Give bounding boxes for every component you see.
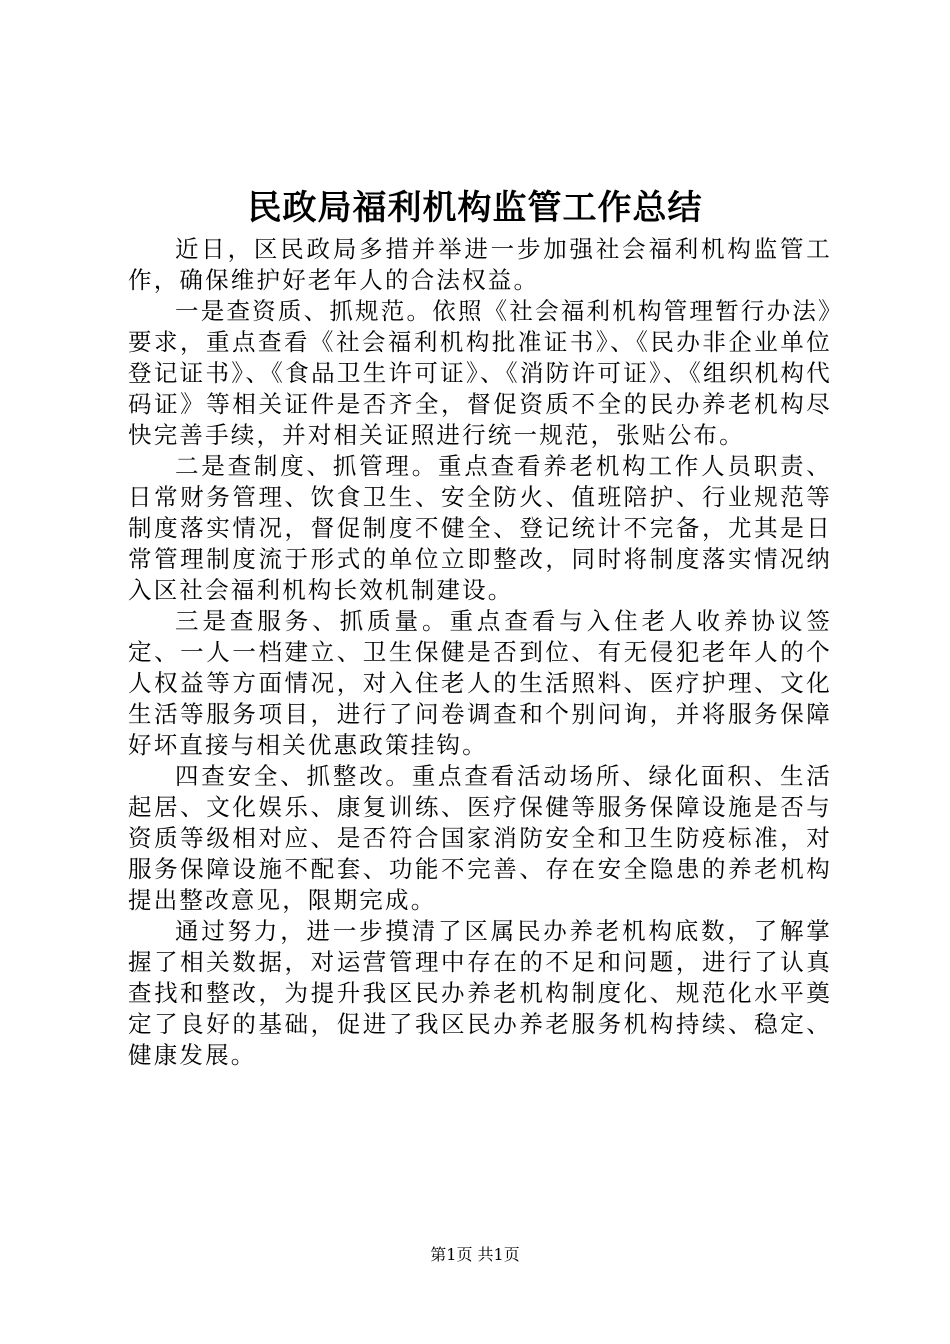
paragraph-intro: 近日，区民政局多措并举进一步加强社会福利机构监管工作，确保维护好老年人的合法权益。 [128, 235, 832, 294]
paragraph-qualification: 一是查资质、抓规范。依照《社会福利机构管理暂行办法》要求，重点查看《社会福利机构批准证书》、《民办非企业单位登记证书》、《食品卫生许可证》、《消防许可证》、《组织机构代码证》等相关证件是否齐全，督促资质不全的民办养老机构尽快完善手续，并对相关证照进行统一规范，张贴公布。 [128, 297, 832, 449]
page-footer: 第1页 共1页 [430, 1245, 520, 1264]
paragraph-service: 三是查服务、抓质量。重点查看与入住老人收养协议签定、一人一档建立、卫生保健是否到位、有无侵犯老年人的个人权益等方面情况，对入住老人的生活照料、医疗护理、文化生活等服务项目，进行了问卷调查和个别问询，并将服务保障好坏直接与相关优惠政策挂钩。 [128, 607, 832, 759]
document-body [128, 234, 832, 1071]
paragraph-management: 二是查制度、抓管理。重点查看养老机构工作人员职责、日常财务管理、饮食卫生、安全防火、值班陪护、行业规范等制度落实情况，督促制度不健全、登记统计不完备，尤其是日常管理制度流于形式的单位立即整改，同时将制度落实情况纳入区社会福利机构长效机制建设。 [128, 452, 832, 604]
document-title: 民政局福利机构监管工作总结 [247, 188, 703, 228]
paragraph-conclusion: 通过努力，进一步摸清了区属民办养老机构底数，了解掌握了相关数据，对运营管理中存在的不足和问题，进行了认真查找和整改，为提升我区民办养老机构制度化、规范化水平奠定了良好的基础，促进了我区民办养老服务机构持续、稳定、健康发展。 [128, 917, 832, 1069]
paragraph-safety: 四查安全、抓整改。重点查看活动场所、绿化面积、生活起居、文化娱乐、康复训练、医疗保健等服务保障设施是否与资质等级相对应、是否符合国家消防安全和卫生防疫标准，对服务保障设施不配套、功能不完善、存在安全隐患的养老机构提出整改意见，限期完成。 [128, 762, 832, 914]
